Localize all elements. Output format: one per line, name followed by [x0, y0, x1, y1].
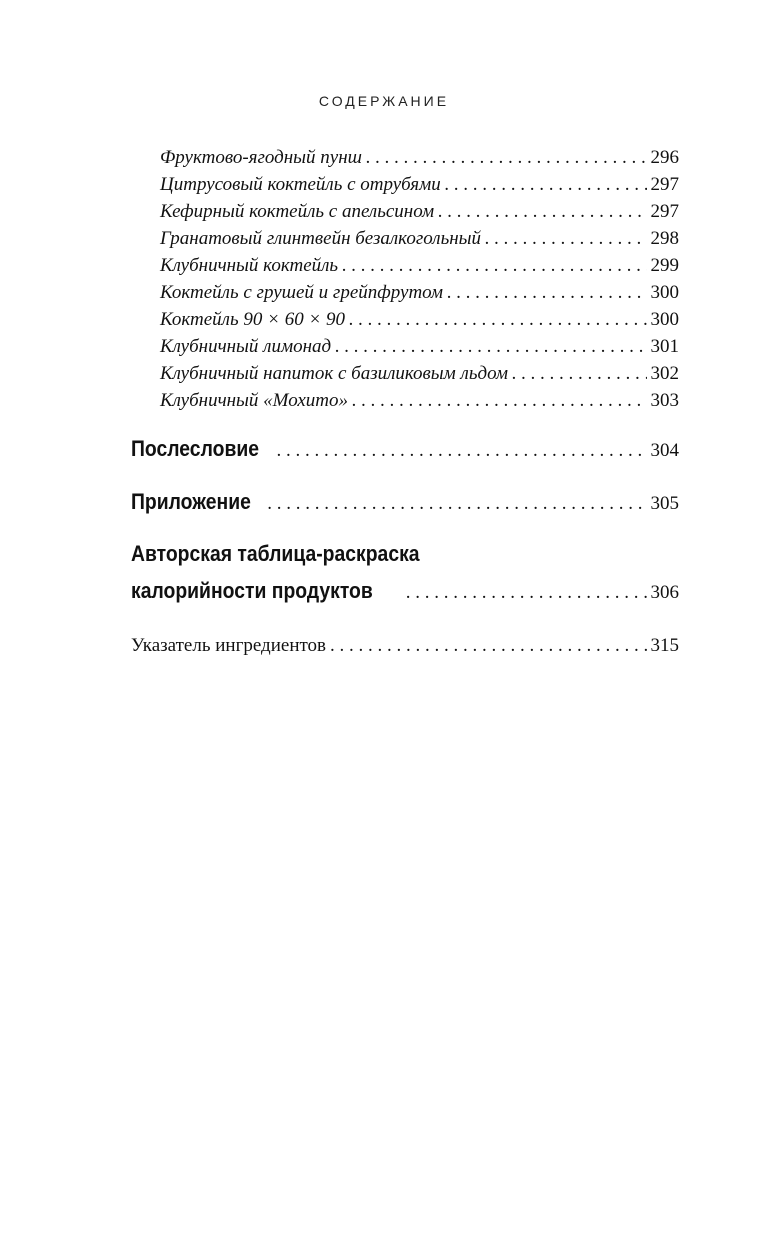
- dot-leader: [406, 582, 647, 604]
- toc-entry-title: Гранатовый глинтвейн безалкогольный: [160, 228, 482, 249]
- toc-entry-title: Коктейль 90 × 60 × 90: [160, 309, 346, 330]
- dot-leader: [352, 388, 646, 414]
- dot-leader: [512, 361, 647, 387]
- dot-leader: [342, 253, 646, 279]
- toc-entry-page: 297: [650, 174, 679, 195]
- toc-entry[interactable]: [160, 172, 679, 198]
- dot-leader: [447, 280, 646, 306]
- dot-leader: [349, 307, 646, 333]
- toc-section-appendix[interactable]: [131, 489, 679, 515]
- dot-leader: [330, 635, 646, 657]
- section-title: Послесловие: [131, 436, 260, 461]
- toc-entry-page: 303: [650, 390, 679, 411]
- toc-index[interactable]: [131, 635, 679, 657]
- toc-entry-title: Цитрусовый коктейль с отрубями: [160, 174, 441, 195]
- toc-entry-page: 297: [650, 201, 679, 222]
- dot-leader: [267, 493, 646, 515]
- toc-entry-title: Кефирный коктейль с апельсином: [160, 201, 435, 222]
- section-page: 305: [650, 493, 679, 514]
- toc-entry[interactable]: [160, 226, 679, 252]
- toc-entry[interactable]: [160, 334, 679, 360]
- toc-entry[interactable]: [160, 280, 679, 306]
- index-title: Указатель ингредиентов: [131, 635, 327, 656]
- section-title-line1[interactable]: Авторская таблица-раскраска: [131, 541, 420, 566]
- toc-entry[interactable]: [160, 388, 679, 414]
- toc-entry-page: 298: [650, 228, 679, 249]
- section-page: 304: [650, 440, 679, 461]
- toc-entry-page: 301: [650, 336, 679, 357]
- dot-leader: [445, 172, 647, 198]
- toc-entry-title: Фруктово-ягодный пунш: [160, 147, 362, 168]
- toc-entry[interactable]: [160, 253, 679, 279]
- toc-entry-page: 299: [650, 255, 679, 276]
- toc-entry[interactable]: [160, 307, 679, 333]
- dot-leader: [366, 145, 647, 171]
- toc-entry[interactable]: [160, 361, 679, 387]
- dot-leader: [335, 334, 646, 360]
- toc-entry-page: 296: [650, 147, 679, 168]
- dot-leader: [485, 226, 646, 252]
- toc-entry-page: 300: [650, 282, 679, 303]
- toc-entry-title: Клубничный «Мохито»: [160, 390, 349, 411]
- toc-entry-page: 300: [650, 309, 679, 330]
- toc-entry-title: Клубничный коктейль: [160, 255, 339, 276]
- section-title-line2: калорийности продуктов: [131, 578, 373, 603]
- section-title: Приложение: [131, 489, 251, 514]
- toc-entry[interactable]: [160, 199, 679, 225]
- toc-entry[interactable]: [160, 145, 679, 171]
- toc-section-calorie-table[interactable]: [131, 578, 679, 604]
- running-head: СОДЕРЖАНИЕ: [318, 93, 450, 109]
- toc-entry-title: Клубничный лимонад: [160, 336, 332, 357]
- dot-leader: [276, 440, 646, 462]
- section-page: 306: [650, 582, 679, 603]
- dot-leader: [438, 199, 646, 225]
- toc-entry-title: Клубничный напиток с базиликовым льдом: [160, 363, 508, 384]
- toc-entry-page: 302: [650, 363, 679, 384]
- toc-entry-title: Коктейль с грушей и грейпфрутом: [160, 282, 444, 303]
- toc-section-afterword[interactable]: [131, 436, 679, 462]
- index-page: 315: [650, 635, 679, 656]
